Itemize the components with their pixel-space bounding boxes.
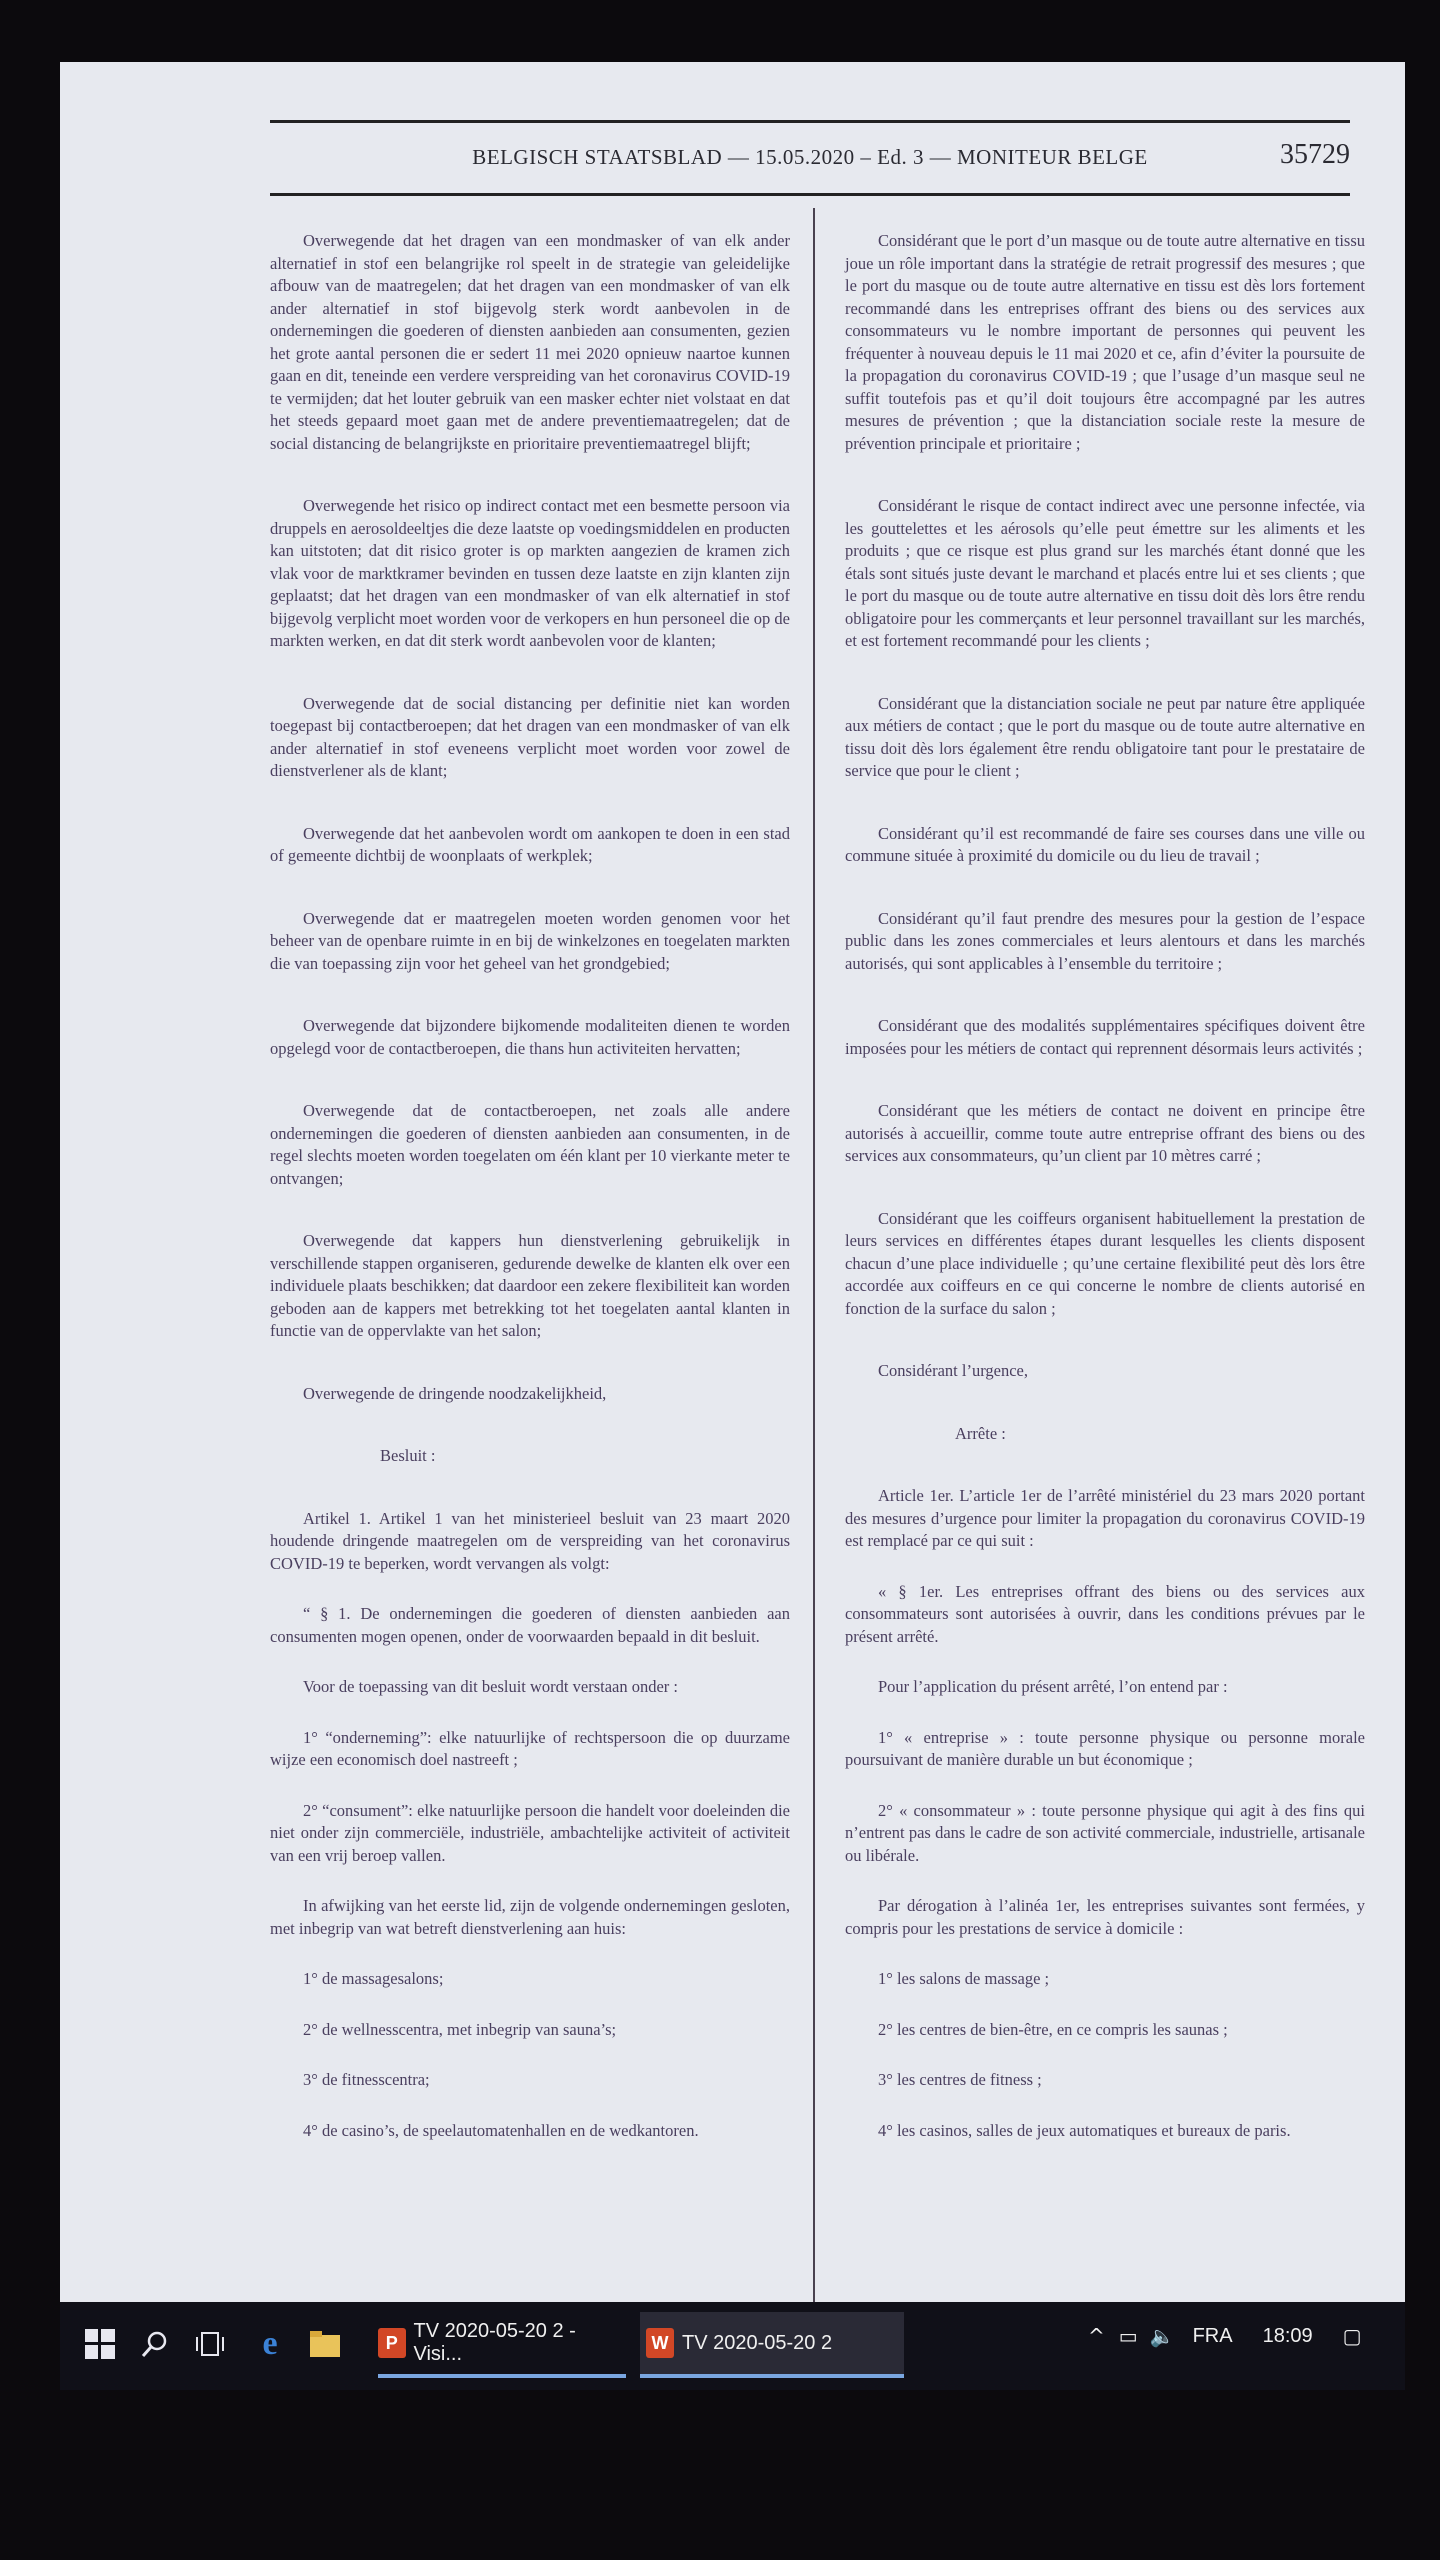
besluit-heading: Besluit : (380, 1446, 436, 1465)
list-item: 4° de casino’s, de speelautomatenhallen en de wedkantoren. (303, 2120, 699, 2140)
paragraph: 1° “onderneming”: elke natuurlijke of rechtspersoon die op duurzame wijze een economisch doel nastreeft ; (270, 1727, 790, 1769)
paragraph: Pour l’application du présent arrêté, l’on entend par : (878, 1677, 1228, 1696)
paragraph: Considérant que les métiers de contact ne doivent en principe être autorisés à accueillir, comme toute autre entreprise offrant des biens ou des services aux consommateurs, qu’un client par 10 mètres carré ; (845, 1101, 1365, 1165)
paragraph: Considérant que le port d’un masque ou de toute autre alternative en tissu joue un rôle important dans la stratégie de retrait progressif des mesures ; que le port du masque ou de toute autre alternative en tissu est dès lors fortement recommandé dans les entreprises offrant des biens ou des services aux consommateurs vu le nombre important de personnes qui peuvent les fréquenter à nouveau depuis le 11 mai 2020 et ce, afin d’éviter la poursuite de la propagation du coronavirus COVID-19 ; que l’usage d’un masque seul ne suffit toutefois pas et qu’il doit toujours être accompagné par les autres mesures de prévention ; que la distanciation sociale reste la mesure de prévention principale et prioritaire ; (845, 231, 1365, 453)
paragraph: Overwegende dat de contactberoepen, net zoals alle andere ondernemingen die goederen of diensten aanbieden aan consumenten, in de regel slechts moeten worden toegelaten om één klant per 10 vierkante meter te ontvangen; (270, 1101, 790, 1188)
paragraph: Considérant que des modalités supplémentaires spécifiques doivent être imposées pour les métiers de contact qui reprennent désormais leurs activités ; (845, 1016, 1365, 1058)
paragraph: 2° “consument”: elke natuurlijke persoon die handelt voor doeleinden die niet onder zijn commerciële, industriële, ambachtelijke activiteit of activiteit van een vrij beroep vallen. (270, 1800, 790, 1865)
list-item: 3° les centres de fitness ; (878, 2070, 1042, 2089)
document-page (180, 120, 1365, 2260)
windows-start-icon[interactable] (80, 2324, 120, 2364)
list-item: 2° les centres de bien-être, en ce compris les saunas ; (878, 2019, 1228, 2039)
paragraph: 1° « entreprise » : toute personne physique ou personne morale poursuivant de manière durable un but économique ; (845, 1727, 1365, 1769)
paragraph: « § 1er. Les entreprises offrant des biens ou des services aux consommateurs sont autorisées à ouvrir, dans les conditions prévues par le présent arrêté. (845, 1581, 1365, 1646)
paragraph: Overwegende dat het aanbevolen wordt om aankopen te doen in een stad of gemeente dichtbij de woonplaats of werkplek; (270, 823, 790, 865)
dutch-column (270, 230, 790, 2170)
header-title: BELGISCH STAATSBLAD — 15.05.2020 – Ed. 3 — MONITEUR BELGE (472, 145, 1148, 169)
paragraph: Overwegende dat kappers hun dienstverlening gebruikelijk in verschillende stappen organiseren, gedurende dewelke de klanten elk over een individuele plaats beschikken; dat daardoor een zekere flexibiliteit kan worden geboden aan de kappers met betrekking tot het toegelaten aantal klanten in functie van de oppervlakte van het salon; (270, 1231, 791, 1340)
paragraph: In afwijking van het eerste lid, zijn de volgende ondernemingen gesloten, met inbegrip van wat betreft dienstverlening aan huis: (270, 1896, 790, 1938)
edge-browser-icon[interactable]: e (262, 2325, 278, 2362)
paragraph: Considérant que les coiffeurs organisent habituellement la prestation de leurs services en différentes étapes durant lesquelles les clients disposent chacun d’une place individuelle ; qu’une certaine flexibilité peut dès lors être accordée aux coiffeurs en ce qui concerne le nombre de clients autorisé en fonction de la surface du salon ; (845, 1208, 1365, 1318)
arrete-heading: Arrête : (955, 1423, 1006, 1443)
system-tray (1088, 2324, 1362, 2348)
paragraph: Overwegende het risico op indirect contact met een besmette persoon via druppels en aerosoldeeltjes die deze laatste op voedingsmiddelen en producten kan uitstoten; dat dit risico groter is op markten aangezien de kramen zich vlak voor de marktkramer bevinden en tussen deze laatste en zijn klanten zijn geplaatst; dat het dragen van een mondmasker of van elk alternatief in stof bijgevolg verplicht moet worden voor de verkopers en hun personeel die op de markten werken, en dat dit sterk wordt aanbevolen voor de klanten; (270, 496, 790, 650)
paragraph: Overwegende dat bijzondere bijkomende modaliteiten dienen te worden opgelegd voor de contactberoepen, die thans hun activiteiten hervatten; (270, 1016, 790, 1058)
paragraph: Overwegende dat er maatregelen moeten worden genomen voor het beheer van de openbare ruimte in en bij de winkelzones en toegelaten markten die van toepassing zijn voor het geheel van het grondgebied; (270, 908, 790, 973)
paragraph: Considérant qu’il est recommandé de faire ses courses dans une ville ou commune située à proximité du domicile ou du lieu de travail ; (845, 823, 1365, 865)
article-paragraph: Article 1er. L’article 1er de l’arrêté ministériel du 23 mars 2020 portant des mesures d’urgence pour limiter la propagation du coronavirus COVID-19 est remplacé par ce qui suit : (845, 1486, 1365, 1550)
paragraph: Considérant l’urgence, (878, 1361, 1028, 1380)
paragraph: “ § 1. De ondernemingen die goederen of diensten aanbieden aan consumenten mogen openen, onder de voorwaarden bepaald in dit besluit. (270, 1604, 790, 1646)
list-item: 1° les salons de massage ; (878, 1969, 1050, 1988)
active-indicator (378, 2374, 626, 2378)
list-item: 1° de massagesalons; (303, 1969, 444, 1988)
paragraph: 2° « consommateur » : toute personne physique qui agit à des fins qui n’entrent pas dans le cadre de son activité commerciale, industrielle, artisanale ou libérale. (845, 1800, 1365, 1865)
french-column (845, 230, 1365, 2170)
windows-taskbar (60, 2302, 1405, 2390)
clock[interactable]: 18:09 (1262, 2324, 1313, 2347)
taskbar-app-label: TV 2020-05-20 2 (682, 2331, 833, 2354)
page-header (270, 120, 1350, 196)
page-number: 35729 (1280, 139, 1350, 170)
search-icon[interactable] (135, 2324, 175, 2364)
taskbar-app-powerpoint[interactable] (378, 2312, 626, 2374)
speaker-icon[interactable]: 🔈 (1149, 2324, 1175, 2348)
network-icon[interactable]: ▭ (1118, 2324, 1138, 2348)
task-view-icon[interactable] (190, 2324, 230, 2364)
list-item: 2° de wellnesscentra, met inbegrip van sauna’s; (303, 2019, 617, 2039)
chevron-up-icon[interactable]: ^ (1088, 2324, 1105, 2348)
language-indicator[interactable]: FRA (1192, 2324, 1233, 2347)
paragraph: Considérant qu’il faut prendre des mesures pour la gestion de l’espace public dans les zones commerciales et leurs alentours et dans les marchés autorisés, qui sont applicables à l’ensemble du territoire ; (845, 908, 1365, 973)
document-icon: W (646, 2328, 674, 2358)
list-item: 4° les casinos, salles de jeux automatiques et bureaux de paris. (878, 2120, 1291, 2140)
paragraph: Considérant le risque de contact indirect avec une personne infectée, via les gouttelettes et les aérosols qu’elle peut émettre sur les aliments et les produits ; que ce risque est plus grand sur les marchés étant donné que les étals sont situés juste devant le marchand et placés entre lui et ses clients ; que le port du masque ou de toute autre alternative en tissu doit dès lors être rendu obligatoire pour les commerçants et leur personnel travaillant sur les marchés, et est fortement recommandé pour les clients ; (845, 496, 1365, 650)
paragraph: Voor de toepassing van dit besluit wordt verstaan onder : (303, 1677, 678, 1696)
list-item: 3° de fitnesscentra; (303, 2070, 430, 2089)
paragraph: Par dérogation à l’alinéa 1er, les entreprises suivantes sont fermées, y compris pour les prestations de service à domicile : (845, 1896, 1365, 1938)
paragraph: Overwegende dat het dragen van een mondmasker of van elk ander alternatief in stof een belangrijke rol speelt in de strategie van geleidelijke afbouw van de maatregelen; dat het dragen van een mondmasker of van elk ander alternatief in stof bijgevolg sterk wordt aanbevolen in de ondernemingen die goederen of diensten aanbieden aan consumenten, gezien het grote aantal personen die er sedert 11 mei 2020 opnieuw naartoe kunnen gaan en dit, teneinde een verdere verspreiding van het coronavirus COVID-19 te vermijden; dat het louter gebruik van een masker echter niet volstaat en dat het steeds gepaard moet gaan met de andere preventiemaatregelen; dat de social distancing de belangrijkste en prioritaire preventiemaatregel blijft; (270, 231, 790, 453)
powerpoint-icon: P (378, 2328, 406, 2358)
paragraph: Overwegende de dringende noodzakelijkheid, (303, 1383, 607, 1403)
taskbar-app-label: TV 2020-05-20 2 - Visi... (413, 2320, 576, 2365)
file-explorer-icon[interactable] (305, 2324, 345, 2364)
paragraph: Considérant que la distanciation sociale ne peut par nature être appliquée aux métiers de contact ; que le port du masque ou de toute autre alternative en tissu doit dès lors également être rendu obligatoire tant pour le prestataire de service que pour le client ; (845, 693, 1365, 780)
active-indicator (640, 2374, 904, 2378)
paragraph: Overwegende dat de social distancing per definitie niet kan worden toegepast bij contactberoepen; dat het dragen van een mondmasker of van elk ander alternatief in stof eveneens verplicht moet worden voor zowel de dienstverlener als de klant; (270, 693, 790, 780)
monitor-screen (60, 62, 1405, 2302)
taskbar-app-word[interactable] (640, 2312, 904, 2374)
column-divider (813, 208, 815, 2348)
article-paragraph: Artikel 1. Artikel 1 van het ministerieel besluit van 23 maart 2020 houdende dringende maatregelen om de verspreiding van het coronavirus COVID-19 te beperken, wordt vervangen als volgt: (270, 1508, 790, 1573)
notification-icon[interactable]: ▢ (1342, 2324, 1362, 2348)
